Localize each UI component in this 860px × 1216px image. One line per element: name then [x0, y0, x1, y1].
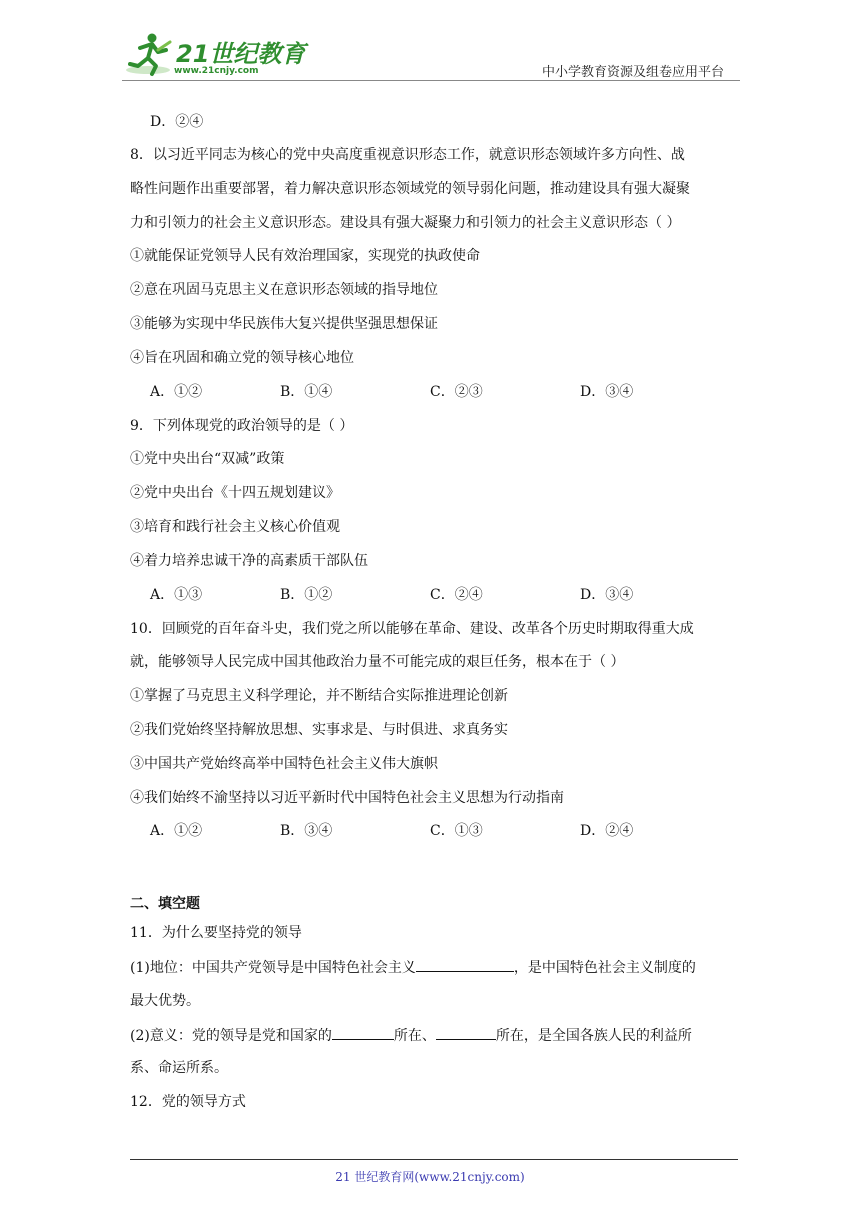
q8-item-4: ④旨在巩固和确立党的领导核心地位	[130, 350, 354, 366]
q10-option-b: B．③④	[280, 823, 333, 839]
q11-line-2: 最大优势。	[130, 993, 200, 1009]
q10-item-1: ①掌握了马克思主义科学理论，并不断结合实际推进理论创新	[130, 688, 508, 704]
q8-stem-line-2: 略性问题作出重要部署，着力解决意识形态领域党的领导弱化问题，推动建设具有强大凝聚	[130, 181, 690, 197]
q9-item-1: ①党中央出台“双减”政策	[130, 451, 285, 467]
q11-line-3-suffix: 所在，是全国各族人民的利益所	[495, 1028, 692, 1044]
q9-item-3: ③培育和践行社会主义核心价值观	[130, 519, 340, 535]
header-divider	[122, 80, 740, 81]
q11-line-1-prefix: (1)地位：中国共产党领导是中国特色社会主义	[130, 960, 416, 976]
q7-option-d: D．②④	[150, 114, 204, 130]
q11-blank-1[interactable]	[416, 957, 514, 972]
q10-stem-line-2: 就，能够领导人民完成中国其他政治力量不可能完成的艰巨任务，根本在于（ ）	[130, 654, 625, 670]
q10-item-2: ②我们党始终坚持解放思想、实事求是、与时俱进、求真务实	[130, 722, 508, 738]
q10-option-a: A．①②	[150, 823, 203, 839]
q11-stem: 11．为什么要坚持党的领导	[130, 925, 302, 941]
footer-link[interactable]: 21 世纪教育网(www.21cnjy.com)	[335, 1170, 525, 1184]
q11-line-3	[130, 1025, 692, 1046]
q8-option-c: C．②③	[430, 384, 483, 400]
q11-blank-3[interactable]	[436, 1025, 496, 1040]
q8-item-3: ③能够为实现中华民族伟大复兴提供坚强思想保证	[130, 316, 438, 332]
q9-option-b: B．①②	[280, 587, 333, 603]
q9-option-c: C．②④	[430, 587, 483, 603]
q11-line-3-mid: 所在、	[393, 1028, 436, 1044]
q9-item-2: ②党中央出台《十四五规划建议》	[130, 485, 340, 501]
q8-stem-line-3: 力和引领力的社会主义意识形态。建设具有强大凝聚力和引领力的社会主义意识形态（ ）	[130, 215, 681, 231]
q10-item-4: ④我们始终不渝坚持以习近平新时代中国特色社会主义思想为行动指南	[130, 790, 564, 806]
q8-option-a: A．①②	[150, 384, 203, 400]
q11-line-1	[130, 957, 696, 978]
q10-item-3: ③中国共产党始终高举中国特色社会主义伟大旗帜	[130, 756, 438, 772]
q11-blank-2[interactable]	[332, 1025, 394, 1040]
q9-option-a: A．①③	[150, 587, 203, 603]
q10-option-c: C．①③	[430, 823, 483, 839]
logo-text: 21世纪教育	[176, 40, 306, 68]
q11-line-3-prefix: (2)意义：党的领导是党和国家的	[130, 1028, 332, 1044]
q8-stem-line-1: 8．以习近平同志为核心的党中央高度重视意识形态工作，就意识形态领域许多方向性、战	[130, 147, 685, 163]
q11-line-4: 系、命运所系。	[130, 1060, 228, 1076]
header-platform-text: 中小学教育资源及组卷应用平台	[541, 65, 724, 80]
section-title-fill-in: 二、填空题	[130, 896, 200, 912]
q9-stem: 9．下列体现党的政治领导的是（ ）	[130, 418, 354, 434]
q8-option-d: D．③④	[580, 384, 634, 400]
q10-option-d: D．②④	[580, 823, 634, 839]
q12-stem: 12．党的领导方式	[130, 1094, 246, 1110]
q11-line-1-suffix: ，是中国特色社会主义制度的	[513, 960, 696, 976]
q9-item-4: ④着力培养忠诚干净的高素质干部队伍	[130, 553, 368, 569]
q9-option-d: D．③④	[580, 587, 634, 603]
q8-item-2: ②意在巩固马克思主义在意识形态领域的指导地位	[130, 282, 438, 298]
q10-stem-line-1: 10．回顾党的百年奋斗史，我们党之所以能够在革命、建设、改革各个历史时期取得重大成	[130, 621, 694, 637]
q8-option-b: B．①④	[280, 384, 333, 400]
q8-item-1: ①就能保证党领导人民有效治理国家，实现党的执政使命	[130, 248, 480, 264]
footer-divider	[130, 1159, 738, 1160]
logo-url: www.21cnjy.com	[174, 66, 259, 76]
